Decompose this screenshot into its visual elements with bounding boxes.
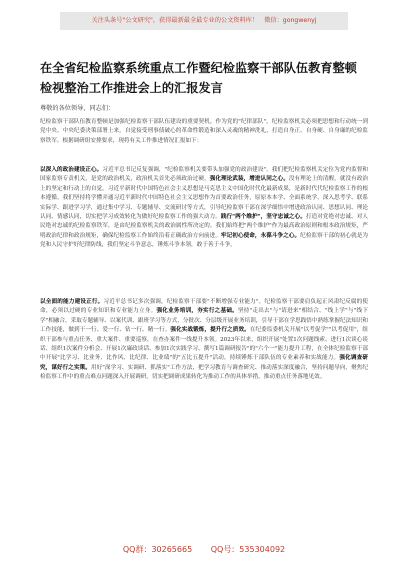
body-text: 在纪委监委机关开展"以考促学""以考促用"，组织干部参与重点任务、重大案件、重要巡察，在查办案件一线提升本领。2023年以来，组织开展"处置1次问题线索、进行1次谈心谈话、组织1次案件分析会、开展1次廉政谈话、参加1次实践学习、撰写1篇调研报告"的"六个一"能力提升工程，在全体纪检监察干部中开展"比学习、比业务、比作风、比纪律、比业绩"的"五比五提升"活动，持续锤炼干部队伍的专业素养和实战能力。: [40, 327, 368, 362]
bold-heading-text: 强化调查研究，谋好行之实策。: [40, 355, 368, 371]
bold-heading-text: 强化业务培训，夯实行之基础。: [156, 308, 238, 315]
paragraph-political: [40, 166, 368, 288]
document-title: 在全省纪检监察系统重点工作暨纪检监察干部队伍教育整顿检视整治工作推进会上的汇报发言: [40, 61, 357, 95]
greeting: 尊敬的各位领导，同志们：: [40, 105, 115, 112]
bold-heading-text: 以全面的能力建设正行。: [40, 299, 104, 305]
body-text: 打造对党绝对忠诚、对人民绝对忠诚的纪检监察铁军，是由纪检监察机关的政治属性所决定的。我们始终把"两个维护"作为最高政治原则和根本政治规矩，严明政治纪律和政治规矩，确保纪检监察工作始终沿着正确政治方向前进。: [40, 214, 368, 239]
body-text: 没有理论上的清醒，就没有政治上的坚定和行动上的自觉。习近平新时代中国特色社会主义思想是马克思主义中国化时代化最新成果，是新时代代纪检监察工作的根本遵循。我们坚持将学懂弄通习近平新时代中国特色社会主义思想作为首要政治任务，原原本本学、全面系统学、深入思考学、联系实际学、跟进学习学，通过集中学习、专题辅导、交流研讨等方式，引导纪检监察干部在深学细悟中增进政治认同、思想认同、理论认同、情感认同，切实把学习成效转化为做好纪检监察工作的强大动力。: [40, 176, 368, 221]
bold-heading-text: 强化理论武装，增进认同之心。: [209, 176, 289, 183]
body-text: 用好"深学习、实调研、抓落实"工作方法，把学习教育与调查研究、推动落实深度融合，坚持问题导向，聚焦纪检监察工作中的重点难点问题深入开展调研，切实把调研成果转化为推动工作的具体举措，推动重点任务落地见效。: [40, 364, 368, 381]
bold-heading-text: 以深入的政治建设正心。: [40, 167, 103, 173]
paragraph-intro: 纪检监察干部队伍教育整顿是加强纪检监察干部队伍建设的重要契机。作为党的"纪律部队"，纪检监察机关必须把思想和行动统一到党中央、中央纪委决策部署上来，自觉接受刑事侦破心的革命性锻造和深入灵魂的精神洗礼，打造自身正、自身硬、自身廉的纪检监察铁军。根据调研组安排要求，现将有关工作推进情况汇报如下：: [40, 119, 368, 144]
body-text: 习近平总书记多次强调，纪检监察干部要"不断增强专业能力"。纪检监察干部要肩负起正风肃纪反腐的使命，必须以过硬的专业知识和专业能力立身。: [40, 299, 368, 315]
paragraph-capability: [40, 298, 368, 528]
promo-banner[interactable]: 关注头条号"公文研究"，获得最新最全最专业的公文资料库！ 微信：gongwenyj: [60, 12, 348, 30]
footer-contacts: [0, 544, 408, 556]
body-text: 坚持"走出去"与"请进来"相结合、"线上学"与"线下学"相融合，采取专题辅导、以案代训、跟班学习等方式，分批次、分层级开展业务培训，引导干部在学思践悟中熟练掌握纪法知识和工作技能，做到干一行、爱一行、钻一行、精一行。: [40, 308, 368, 334]
body-text: 习近平总书记反复强调，"纪检监察机关要带头加强党的政治建设"。我们把纪检监察机关定位为党内监督和国家监察专责机关，是党的政治机关，政治机关首先必须政治过硬。: [40, 167, 368, 183]
body-text: 纪检监察干部的初心就是为党和人民守护好纪律防线，我们坚定斗争意志，锤炼斗争本领，敢于善于斗争。: [40, 232, 368, 249]
bold-heading-text: 践行"两个维护"，坚守忠诚之心。: [220, 214, 306, 221]
bold-heading-text: 牢记初心使命，永葆斗争之心。: [220, 232, 301, 239]
qq-number-text: QQ号：535304092: [210, 545, 286, 554]
bold-heading-text: 强化实战锻炼，提升行之质效。: [170, 327, 250, 334]
qq-group-text: QQ群：30265665: [122, 545, 193, 554]
